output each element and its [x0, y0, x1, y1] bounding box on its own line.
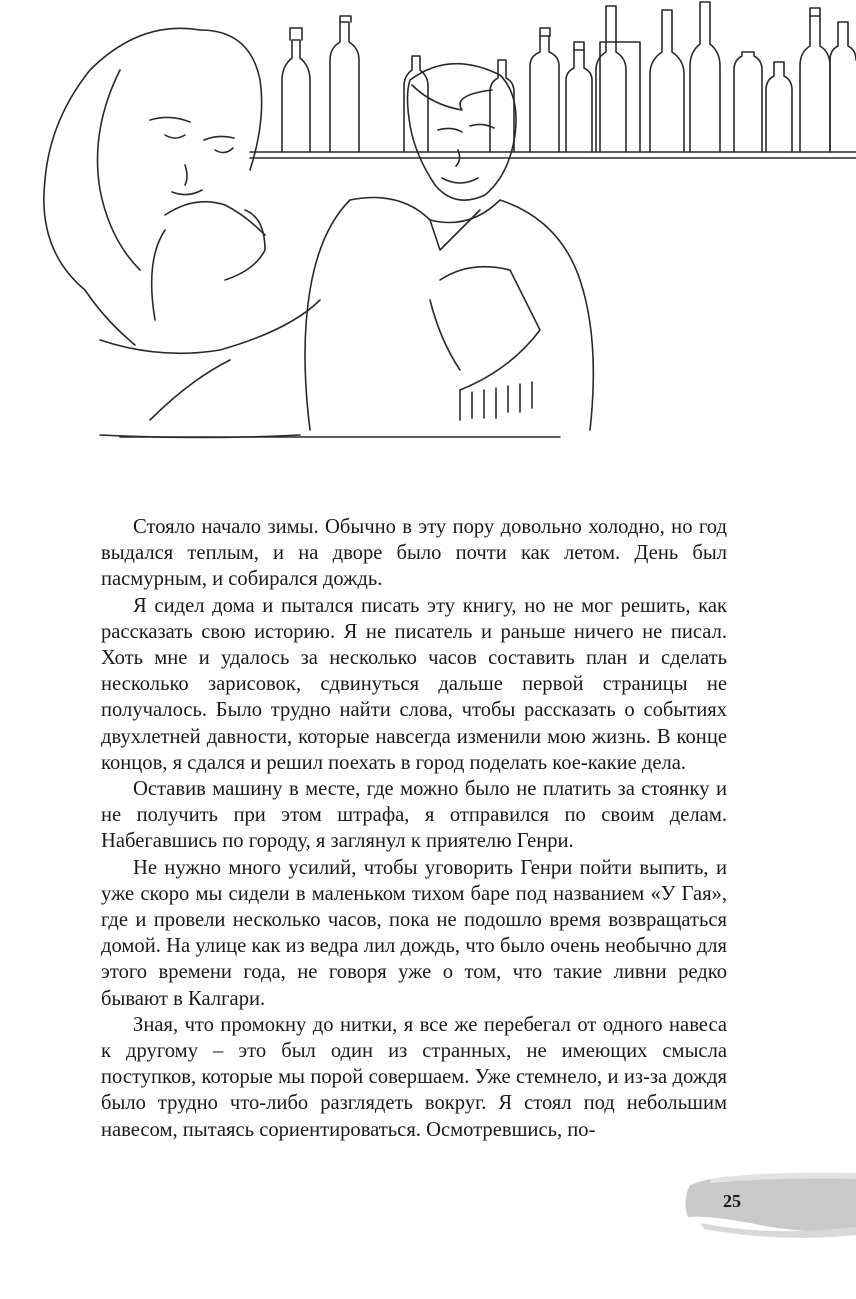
brush-stroke-band — [680, 1165, 856, 1245]
paragraph: Я сидел дома и пытался писать эту книгу, но не мог решить, как рассказать свою историю. Я не писатель и раньше ничего не писал. Хоть мне и удалось за несколько часов составить план и сделать несколько зарисовок, сдвинуться дальше первой страницы не получалось. Было трудно найти слова, чтобы рассказать о событиях двухлетней давности, которые навсегда изменили мою жизнь. В конце концов, я сдался и решил поехать в город поделать кое-какие дела. — [101, 594, 727, 774]
woman-figure-icon — [44, 28, 320, 437]
paragraph: Стояло начало зимы. Обычно в эту пору довольно холодно, но год выдался теплым, и на дворе было почти как летом. День был пасмурным, и собирался дождь. — [101, 516, 727, 591]
paragraph: Оставив машину в месте, где можно было не платить за стоянку и не получить при этом штрафа, я отправился по своим делам. Набегавшись по городу, я заглянул к приятелю Генри. — [101, 778, 727, 853]
bottles-icon — [282, 2, 856, 152]
bar-scene-illustration — [0, 0, 856, 445]
shelf — [250, 152, 856, 158]
paragraph: Не нужно много усилий, чтобы уговорить Генри пойти выпить, и уже скоро мы сидели в маленьком тихом баре под названием «У Гая», где и провели несколько часов, пока не подошло время возвращаться домой. На улице как из ведра лил дождь, что было очень необычно для этого времени года, не говоря уже о том, что такие ливни редко бывают в Калгари. — [101, 856, 727, 1010]
man-figure-icon — [305, 64, 593, 430]
body-text — [101, 514, 727, 1143]
page-number: 25 — [723, 1191, 741, 1211]
paragraph: Зная, что промокну до нитки, я все же перебегал от одного навеса к другому – это был один из странных, не имеющих смысла поступков, которые мы порой совершаем. Уже стемнело, и из-за дождя было трудно что-либо разглядеть вокруг. Я стоял под небольшим навесом, пытаясь сориентироваться. Осмотревшись, по- — [101, 1013, 727, 1141]
